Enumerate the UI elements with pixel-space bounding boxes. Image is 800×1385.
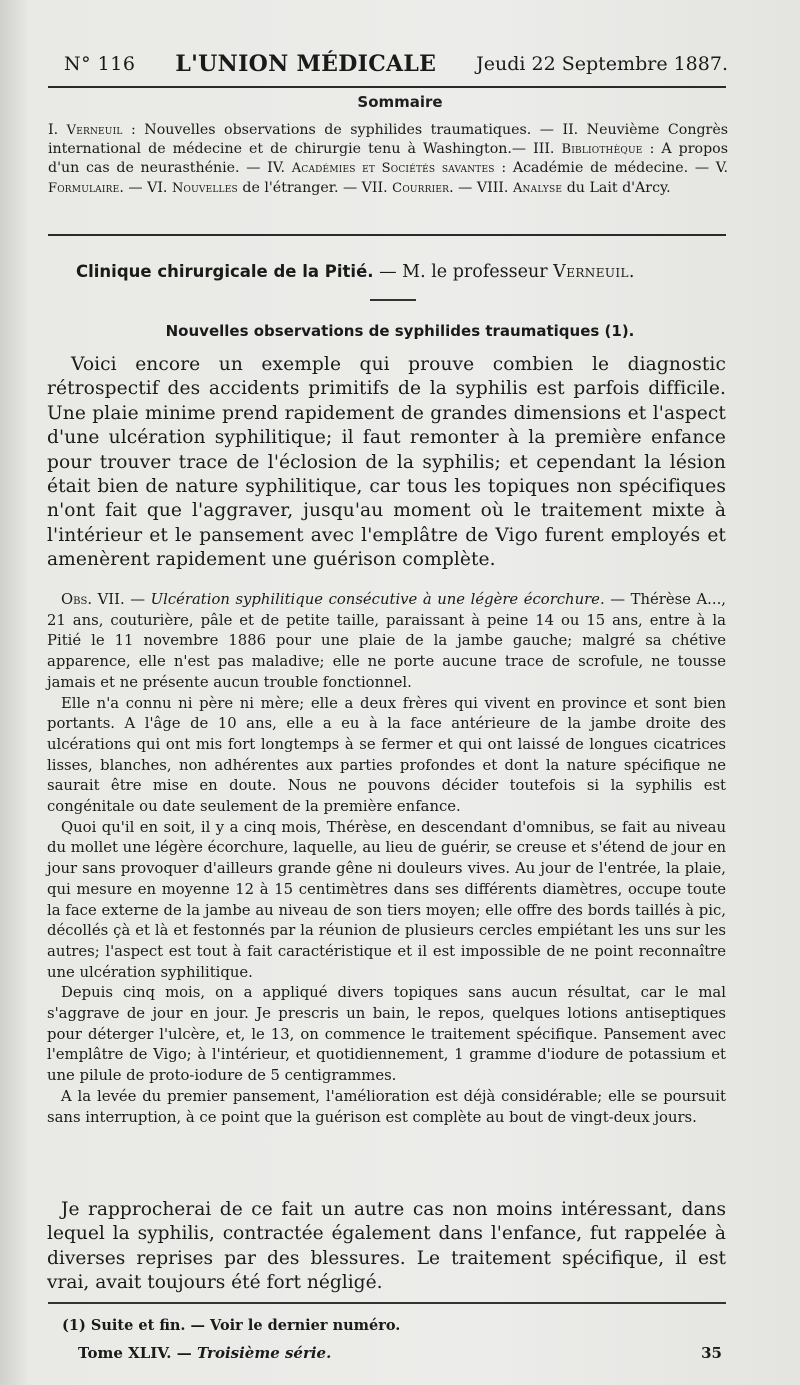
serie-label: Troisième série. bbox=[196, 1344, 332, 1362]
clinique-dash: — M. le professeur bbox=[373, 262, 554, 282]
sommaire-text-6: de l'étranger. — VII. bbox=[237, 179, 388, 196]
obs-dash: — bbox=[124, 591, 151, 608]
sommaire-section-courrier: Courrier bbox=[392, 180, 450, 196]
issue-date: Jeudi 22 Septembre 1887. bbox=[476, 53, 728, 75]
observation-body bbox=[47, 590, 726, 1128]
volume-info bbox=[78, 1344, 331, 1362]
article-closing: Je rapprocherai de ce fait un autre cas non moins intéressant, dans lequel la syphilis, contractée également dans l'enfance, fut rappelée à diverses reprises par des blessures. Le traitement spécifique, il est vrai, avait toujours été fort négligé. bbox=[47, 1199, 726, 1294]
issue-number: N° 116 bbox=[64, 53, 136, 75]
sommaire-text-8: du Lait d'Arcy. bbox=[562, 179, 671, 196]
sommaire-text-7: . — VIII. bbox=[449, 179, 509, 196]
professor-name: Verneuil bbox=[553, 262, 629, 282]
footnote-rule bbox=[48, 1302, 726, 1304]
journal-title: L'UNION MÉDICALE bbox=[175, 51, 437, 77]
sommaire-roman-1: I. bbox=[48, 122, 59, 138]
clinique-title: Clinique chirurgicale de la Pitié. bbox=[76, 262, 374, 281]
tome-label: Tome XLIV. — bbox=[78, 1344, 197, 1362]
sommaire-section-analyse: Analyse bbox=[512, 180, 563, 196]
sommaire-section-nouvelles: Nouvelles bbox=[171, 180, 238, 196]
obs-paragraph-3: Quoi qu'il en soit, il y a cinq mois, Thérèse, en descendant d'omnibus, se fait au niveau du mollet une légère écorchure, laquelle, au lieu de guérir, se creuse et s'étend de jour en jour sans provoquer d'ailleurs grande gêne ni douleurs vives. Au jour de l'entrée, la plaie, qui mesure en moyenne 12 à 15 centimètres dans ses différents diamètres, occupe toute la face externe de la jambe au niveau de son tiers moyen; elle offre des bords taillés à pic, décollés çà et là et festonnés par la réunion de plusieurs cercles empiétant les uns sur les autres; l'aspect est tout à fait caractéristique et il est impossible de ne point reconnaître une ulcération syphilitique. bbox=[47, 818, 726, 981]
clinique-end: . bbox=[628, 262, 635, 282]
section-divider bbox=[370, 299, 416, 301]
sommaire-text-5: . — VI. bbox=[119, 179, 168, 196]
page-number: 35 bbox=[701, 1344, 722, 1362]
sommaire-text-3: : A propos d'un cas de neurasthénie. — IV. bbox=[48, 141, 728, 177]
sommaire-body bbox=[48, 121, 728, 198]
article-title: Nouvelles observations de syphilides traumatiques (1). bbox=[165, 322, 635, 340]
page-header bbox=[64, 44, 728, 84]
obs-title: Ulcération syphilitique consécutive à une légère écorchure. bbox=[150, 591, 605, 608]
sommaire-text-1: : Nouvelles observations de syphilides traumatiques. — II. Neuvième Congrès international de médecine et de chirurgie tenu à Washington.— III. bbox=[48, 122, 728, 158]
sommaire-section-formulaire: Formulaire bbox=[48, 180, 120, 196]
header-rule bbox=[48, 86, 726, 88]
sommaire-section-bibliotheque: Bibliothèque bbox=[561, 142, 643, 158]
footnote: (1) Suite et fin. — Voir le dernier numéro. bbox=[62, 1317, 401, 1334]
section-heading bbox=[76, 262, 726, 282]
page-footer bbox=[78, 1344, 722, 1362]
article-intro: Voici encore un exemple qui prouve combien le diagnostic rétrospectif des accidents primitifs de la syphilis est parfois difficile. Une plaie minime prend rapidement de grandes dimensions et l'aspect d'une ulcération syphilitique; il faut remonter à la première enfance pour trouver trace de l'éclosion de la syphilis; et cependant la lésion était bien de nature syphilitique, car tous les topiques non spécifiques n'ont fait que l'aggraver, jusqu'au moment où le traitement mixte à l'intérieur et le pansement avec l'emplâtre de Vigo furent employés et amenèrent rapidement une guérison complète. bbox=[47, 354, 726, 571]
sommaire-author: Verneuil bbox=[66, 123, 123, 138]
sommaire-section-academies: Académies et Sociétés savantes bbox=[291, 161, 495, 177]
obs-text-1: — Thérèse A..., 21 ans, couturière, pâle et de petite taille, paraissant à peine 14 ou 15 ans, entre à la Pitié le 11 novembre 1886 pour une plaie de la jambe gauche; malgré sa chétive apparence, elle n'est pas maladive; elle ne porte aucune trace de scrofule, ne tousse jamais et ne présente aucun trouble fonctionnel. bbox=[47, 591, 726, 691]
obs-paragraph-5: A la levée du premier pansement, l'amélioration est déjà considérable; elle se poursuit sans interruption, à ce point que la guérison est complète au bout de vingt-deux jours. bbox=[47, 1087, 726, 1126]
obs-paragraph-1 bbox=[47, 590, 726, 694]
obs-paragraph-4: Depuis cinq mois, on a appliqué divers topiques sans aucun résultat, car le mal s'aggrave de jour en jour. Je prescris un bain, le repos, quelques lotions antiseptiques pour déterger l'ulcère, et, le 13, on commence le traitement spécifique. Pansement avec l'emplâtre de Vigo; à l'intérieur, et quotidiennement, 1 gramme d'iodure de potassium et une pilule de proto-iodure de 5 centigrammes. bbox=[47, 984, 726, 1085]
sommaire-rule bbox=[48, 234, 726, 236]
obs-paragraph-2: Elle n'a connu ni père ni mère; elle a deux frères qui vivent en province et sont bien portants. A l'âge de 10 ans, elle a eu à la face antérieure de la jambe droite des ulcérations qui ont mis fort longtemps à se fermer et qui ont laissé de longues cicatrices lisses, blanches, non adhérentes aux parties profondes et dont la nature spécifique ne saurait être mise en doute. Nous ne pouvons décider toutefois si la syphilis est congénitale ou date seulement de la première enfance. bbox=[47, 694, 726, 816]
obs-label: Obs. VII. bbox=[61, 591, 125, 608]
sommaire-text-4: : Académie de médecine. — V. bbox=[494, 160, 728, 177]
sommaire-title: Sommaire bbox=[357, 93, 443, 111]
